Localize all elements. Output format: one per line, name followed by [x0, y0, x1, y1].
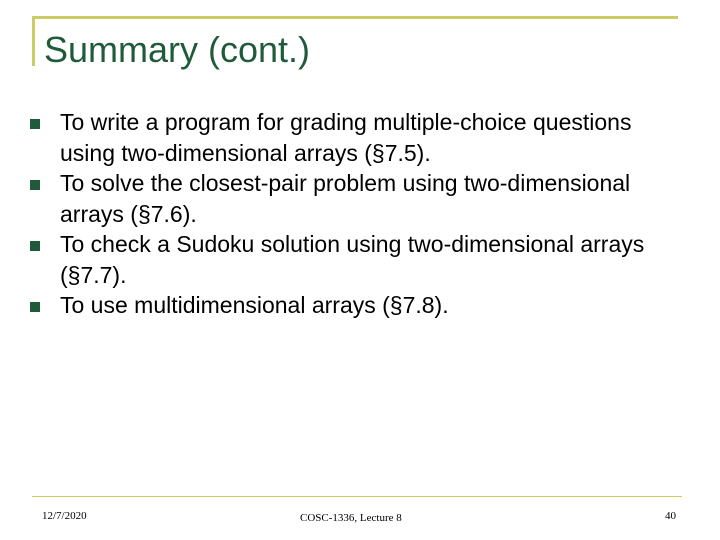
slide-title: Summary (cont.): [44, 29, 311, 70]
square-bullet-icon: [30, 302, 40, 312]
bullet-item: [30, 290, 670, 321]
bullet-text: To solve the closest-pair problem using two-dimensional arrays (§7.6).: [60, 170, 631, 227]
square-bullet-icon: [30, 119, 40, 129]
footer-page-number: 40: [665, 510, 676, 522]
bullet-text: To check a Sudoku solution using two-dimensional arrays (§7.7).: [60, 231, 645, 288]
bullet-list: [30, 107, 670, 321]
footer-rule: [32, 496, 682, 497]
footer-date: 12/7/2020: [42, 510, 87, 522]
footer-course-label: COSC-1336, Lecture 8: [300, 512, 402, 524]
square-bullet-icon: [30, 180, 40, 190]
bullet-item: [30, 229, 670, 290]
bullet-item: [30, 168, 670, 229]
bullet-item: [30, 107, 670, 168]
bullet-text: To write a program for grading multiple-choice questions using two-dimensional arrays (§7.5).: [60, 109, 632, 166]
square-bullet-icon: [30, 241, 40, 251]
top-rule: [32, 16, 678, 19]
bullet-text: To use multidimensional arrays (§7.8).: [60, 292, 449, 318]
left-rule: [32, 16, 35, 66]
